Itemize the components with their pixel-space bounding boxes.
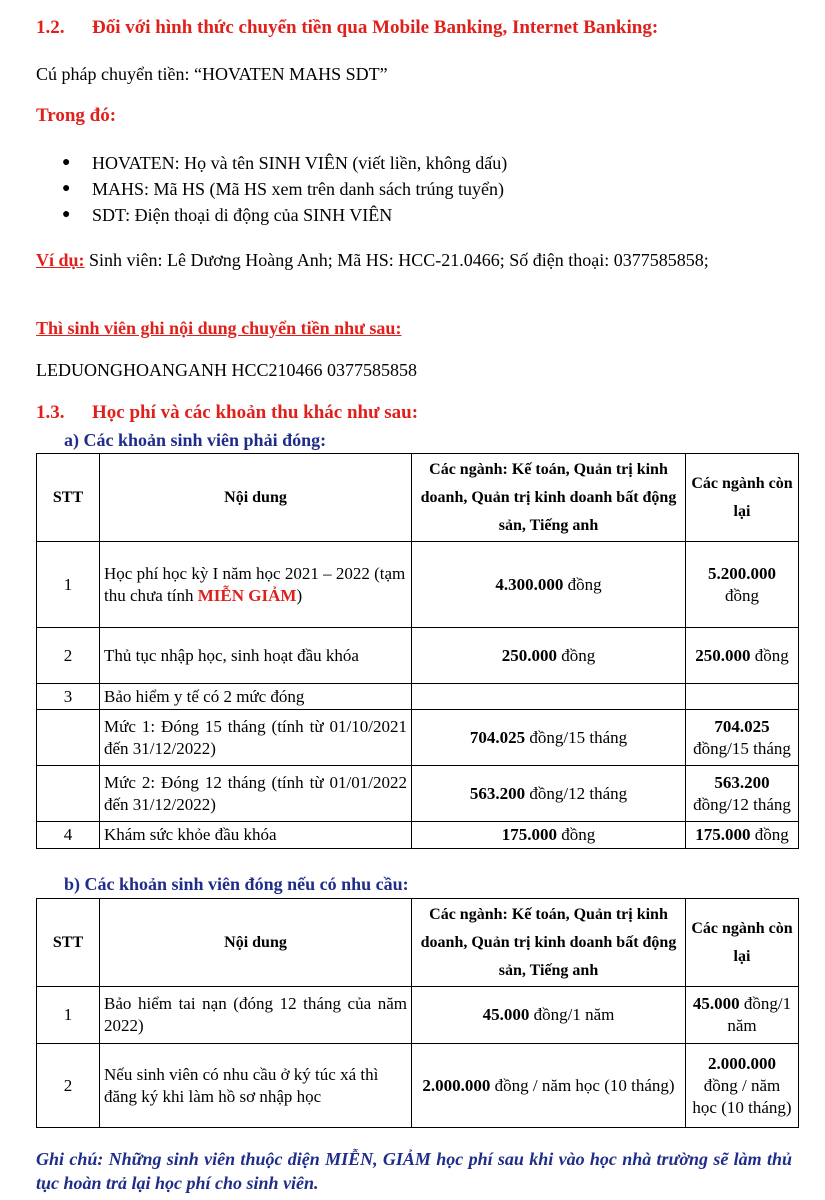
bullet-icon: ● (62, 155, 71, 170)
unit: đồng/15 tháng (693, 738, 791, 758)
content-text-end: ) (296, 585, 303, 605)
footnote: Ghi chú: Những sinh viên thuộc diện MIỄN, GIẢM học phí sau khi vào học nhà trường sẽ làm thủ tục hoàn trả lại học phí cho sinh viên. (36, 1149, 792, 1193)
bullet-icon: ● (62, 181, 71, 196)
unit: đồng (557, 645, 596, 665)
amount: 563.200 (469, 783, 526, 803)
section-1-3-heading (36, 402, 418, 424)
subsection-a-heading: a) Các khoản sinh viên phải đóng: (64, 430, 327, 450)
cell-stt: 2 (37, 628, 100, 684)
section-1-3-title: Học phí và các khoản thu khác như sau: (92, 402, 419, 423)
unit: đồng / năm học (10 tháng) (692, 1075, 792, 1117)
section-1-2-heading (36, 17, 658, 39)
mien-giam-highlight: MIỄN GIẢM (197, 585, 297, 605)
section-1-3-number: 1.3. (36, 402, 65, 423)
content-text: Học phí học kỳ I năm học 2021 – 2022 (tạm thu chưa tính (104, 563, 406, 605)
cell-group2 (686, 684, 799, 710)
cell-group1 (412, 710, 686, 766)
list-item (62, 202, 507, 228)
cell-group1 (412, 628, 686, 684)
unit: đồng/12 tháng (693, 794, 791, 814)
cell-group1 (412, 542, 686, 628)
header-content: Nội dung (100, 899, 412, 987)
cell-stt: 3 (37, 684, 100, 710)
table-row (37, 822, 799, 849)
cell-content: Mức 1: Đóng 15 tháng (tính từ 01/10/2021 đến 31/12/2022) (100, 710, 412, 766)
list-item (62, 150, 507, 176)
table-header-row (37, 454, 799, 542)
cell-group1 (412, 1044, 686, 1128)
cell-stt (37, 710, 100, 766)
example-text: Sinh viên: Lê Dương Hoàng Anh; Mã HS: HCC-21.0466; Số điện thoại: 0377585858; (84, 250, 709, 270)
cell-content: Bảo hiểm y tế có 2 mức đóng (100, 684, 412, 710)
bullet-text: SDT: Điện thoại di động của SINH VIÊN (92, 205, 393, 225)
example-label: Ví dụ: (36, 250, 85, 270)
cell-content: Thủ tục nhập học, sinh hoạt đầu khóa (100, 628, 412, 684)
amount: 2.000.000 (422, 1075, 491, 1095)
cell-stt: 1 (37, 987, 100, 1044)
table-row (37, 1044, 799, 1128)
cell-group2 (686, 766, 799, 822)
amount: 175.000 (501, 825, 557, 844)
example-paragraph (36, 249, 792, 272)
cell-stt: 1 (37, 542, 100, 628)
amount: 704.025 (714, 716, 770, 736)
unit: đồng (750, 825, 789, 844)
header-content: Nội dung (100, 454, 412, 542)
cell-group1 (412, 822, 686, 849)
unit: đồng (563, 574, 602, 594)
cell-content: Khám sức khỏe đầu khóa (100, 822, 412, 849)
amount: 4.300.000 (495, 574, 564, 594)
transfer-syntax: Cú pháp chuyển tiền: “HOVATEN MAHS SDT” (36, 64, 388, 84)
unit: đồng / năm học (10 tháng) (490, 1075, 675, 1095)
cell-stt: 2 (37, 1044, 100, 1128)
mandatory-fees-table (36, 453, 799, 849)
cell-group2 (686, 628, 799, 684)
bullet-icon: ● (62, 207, 71, 222)
cell-group1 (412, 766, 686, 822)
cell-stt: 4 (37, 822, 100, 849)
unit: đồng (557, 825, 596, 844)
header-group2: Các ngành còn lại (686, 454, 799, 542)
amount: 704.025 (469, 727, 526, 747)
section-1-2-title: Đối với hình thức chuyển tiền qua Mobile Banking, Internet Banking: (92, 17, 659, 38)
transfer-content-example: LEDUONGHOANGANH HCC210466 0377585858 (36, 360, 417, 380)
bullet-text: HOVATEN: Họ và tên SINH VIÊN (viết liền, không dấu) (92, 153, 508, 173)
cell-group1 (412, 684, 686, 710)
cell-content: Mức 2: Đóng 12 tháng (tính từ 01/01/2022 đến 31/12/2022) (100, 766, 412, 822)
table-row (37, 542, 799, 628)
table-header-row (37, 899, 799, 987)
syntax-bullet-list (62, 150, 507, 228)
table-row (37, 766, 799, 822)
amount: 175.000 (695, 825, 751, 844)
transfer-content-heading: Thì sinh viên ghi nội dung chuyển tiền như sau: (36, 318, 402, 338)
amount: 250.000 (695, 645, 751, 665)
unit: đồng/1 năm (727, 994, 792, 1035)
subsection-b-heading: b) Các khoản sinh viên đóng nếu có nhu cầu: (64, 874, 409, 894)
cell-group2 (686, 710, 799, 766)
trong-do-label: Trong đó: (36, 105, 117, 126)
table-row (37, 628, 799, 684)
table-row (37, 987, 799, 1044)
header-group1: Các ngành: Kế toán, Quản trị kinh doanh, Quản trị kinh doanh bất động sản, Tiếng anh (412, 454, 686, 542)
bullet-text: MAHS: Mã HS (Mã HS xem trên danh sách trúng tuyển) (92, 179, 504, 199)
header-group2: Các ngành còn lại (686, 899, 799, 987)
header-stt: STT (37, 454, 100, 542)
list-item (62, 176, 507, 202)
header-group1: Các ngành: Kế toán, Quản trị kinh doanh, Quản trị kinh doanh bất động sản, Tiếng anh (412, 899, 686, 987)
amount: 2.000.000 (708, 1053, 776, 1073)
unit: đồng/1 năm (529, 1005, 615, 1024)
amount: 5.200.000 (708, 563, 776, 583)
section-1-2-number: 1.2. (36, 17, 65, 38)
amount: 563.200 (714, 772, 770, 792)
unit: đồng/12 tháng (525, 783, 628, 803)
table-row (37, 710, 799, 766)
cell-group2 (686, 987, 799, 1044)
cell-group1 (412, 987, 686, 1044)
unit: đồng (725, 585, 759, 605)
unit: đồng (750, 645, 789, 665)
amount: 250.000 (501, 645, 557, 665)
amount: 45.000 (482, 1005, 530, 1024)
table-row (37, 684, 799, 710)
cell-stt (37, 766, 100, 822)
cell-content: Nếu sinh viên có nhu cầu ở ký túc xá thì đăng ký khi làm hồ sơ nhập học (100, 1044, 412, 1128)
header-stt: STT (37, 899, 100, 987)
cell-group2 (686, 1044, 799, 1128)
cell-content (100, 542, 412, 628)
unit: đồng/15 tháng (525, 727, 628, 747)
cell-content: Bảo hiểm tai nạn (đóng 12 tháng của năm 2022) (100, 987, 412, 1044)
amount: 45.000 (692, 994, 740, 1013)
cell-group2 (686, 822, 799, 849)
optional-fees-table (36, 898, 799, 1128)
cell-group2 (686, 542, 799, 628)
